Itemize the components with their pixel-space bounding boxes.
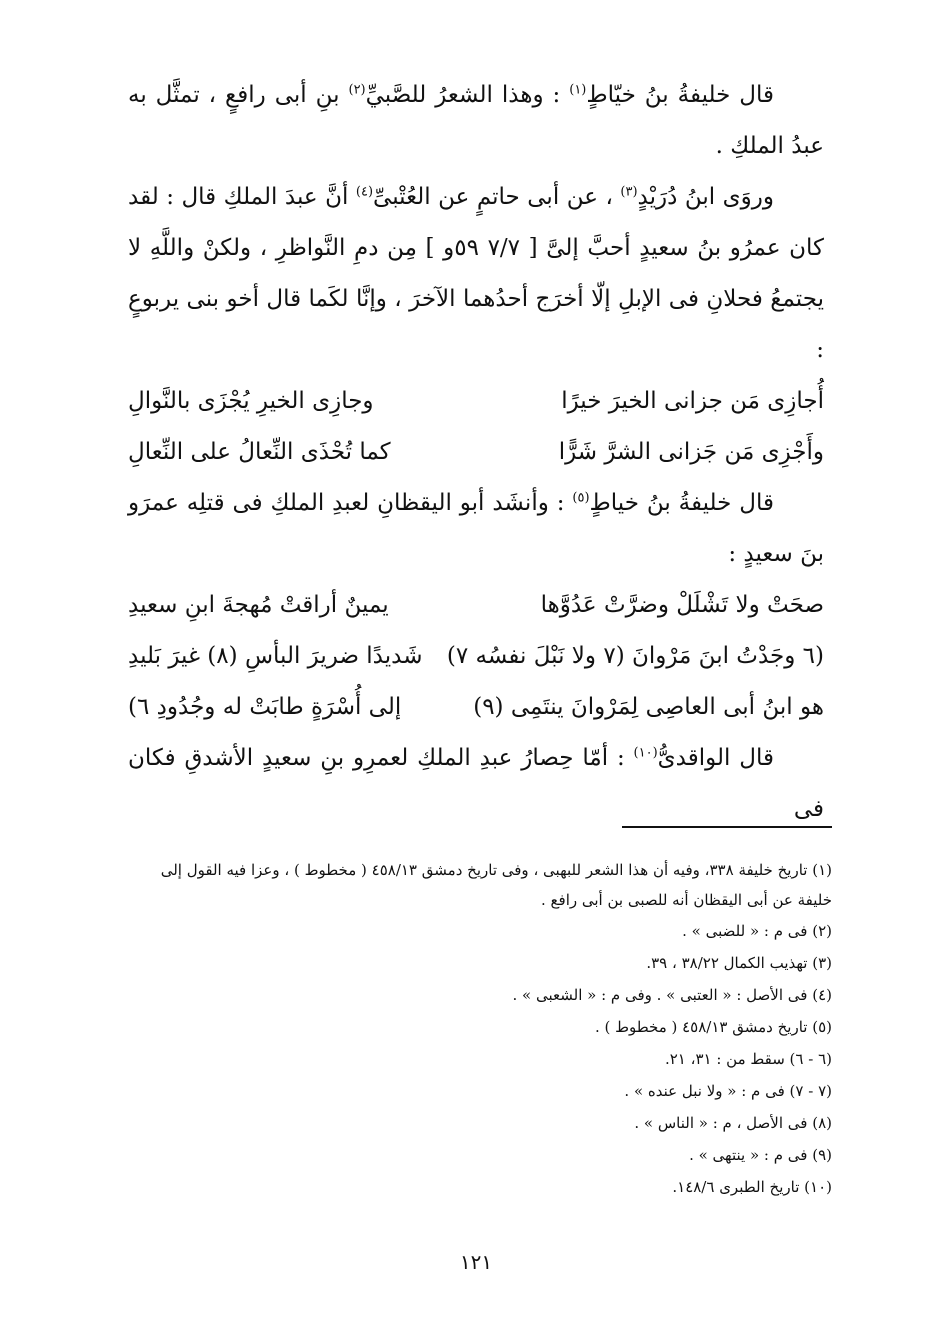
paragraph-1: [128, 70, 824, 172]
poem-1-verse-2-first: وأَجْزِى مَن جَزانى الشرَّ شَرًّا: [558, 439, 824, 465]
footnote-8: (٨) فى الأصل ، م : « الناس » .: [634, 1114, 832, 1132]
footnote-3: (٣) تهذيب الكمال ٣٨/٢٢ ، ٣٩.: [646, 954, 832, 972]
footnote-ref-1[interactable]: (١): [569, 82, 587, 98]
paragraph-2-text-a: وروَى ابنُ دُرَيْدٍ: [637, 184, 774, 210]
page-number: ١٢١: [459, 1250, 493, 1274]
paragraph-3-text-b: : وأنشَد أبو اليقظانِ لعبدِ الملكِ فى قتلِه عمرَو بنَ سعيدٍ :: [128, 490, 824, 567]
footnotes: [128, 855, 832, 1203]
footnote-4: (٤) فى الأصل : « العتبى » . وفى م : « الشعبى » .: [512, 986, 832, 1004]
poem-2-verse-1-first: صحَتْ ولا تَشْلَلْ وضرَّتْ عَدُوَّها: [540, 592, 824, 618]
footnote-ref-4[interactable]: (٤): [355, 184, 374, 200]
poem-1: [128, 376, 824, 478]
paragraph-1-text-a: قال خليفةُ بنُ خيّاطٍ: [586, 82, 775, 108]
footnote-2: (٢) فى م : « للضبى » .: [682, 922, 832, 940]
footnote-7: (٧ - ٧) فى م : « ولا نبل عنده » .: [624, 1082, 832, 1100]
footnote-9: (٩) فى م : « ينتهى » .: [689, 1146, 832, 1164]
poem-1-verse-2-second: كما تُحْذَى النِّعالُ على النِّعالِ: [128, 439, 391, 465]
footnote-separator: [622, 826, 832, 828]
poem-1-verse: [128, 376, 824, 427]
footnote-5: (٥) تاريخ دمشق ٤٥٨/١٣ ( مخطوط ) .: [594, 1018, 832, 1036]
poem-2-verse-2-second: شَديدًا ضريرَ البأسِ (٨) غيرَ بَليدِ: [128, 643, 423, 669]
poem-2-verse: [128, 682, 824, 733]
paragraph-2: [128, 172, 824, 376]
paragraph-3: [128, 478, 824, 580]
footnote-6: (٦ - ٦) سقط من : ٣١، ٢١.: [664, 1050, 832, 1068]
footnote-10: (١٠) تاريخ الطبرى ١٤٨/٦.: [672, 1178, 832, 1196]
poem-1-verse-1-second: وجازِى الخيرِ يُجْزَى بالنَّوالِ: [128, 388, 374, 414]
footnote-ref-5[interactable]: (٥): [572, 490, 590, 506]
main-text: [128, 70, 824, 835]
paragraph-1-text-b: : وهذا الشعرُ للصَّبيِّ: [365, 82, 570, 108]
paragraph-3-text-a: قال خليفةُ بنُ خياطٍ: [589, 490, 774, 516]
paragraph-2-text-c: أنَّ عبدَ الملكِ قال : لقد كان عمرُو بنُ سعيدٍ أحبَّ إلىَّ [ ٧/٧ ٥٩و ] مِن دمِ النَّواظرِ ، ولكنْ واللَّهِ لا يجتمعُ فحلانِ فى الإبلِ إلّا أخرَج أحدُهما الآخرَ ، وإنَّا لكَما قال أخو بنى يربوعٍ :: [128, 184, 825, 363]
poem-2-verse-2-first: (٦ وجَدْتُ ابنَ مَرْوانَ (٧ ولا نَبْلَ نفسُه ٧): [446, 643, 824, 669]
paragraph-4-text-b: : أمّا حِصارُ عبدِ الملكِ لعمرِو بنِ سعيدٍ الأشدقِ فكان فى: [128, 745, 824, 822]
poem-2: [128, 580, 824, 733]
paragraph-4: [128, 733, 824, 835]
paragraph-2-text-b: ، عن أبى حاتمٍ عن العُتْبىِّ: [373, 184, 621, 210]
poem-1-verse: [128, 427, 824, 478]
paragraph-1-text-c: بنِ أبى رافعٍ ، تمثَّل به عبدُ الملكِ .: [128, 82, 824, 159]
footnote-1: (١) تاريخ خليفة ٣٣٨، وفيه أن هذا الشعر للبهبى ، وفى تاريخ دمشق ٤٥٨/١٣ ( مخطوط ) ، وعزا فيه القول إلى خليفة عن أبى اليقظان أنه للصبى بن أبى رافع .: [160, 861, 832, 909]
poem-1-verse-1-first: أُجازِى مَن جزانى الخيرَ خيرًا: [561, 388, 824, 414]
poem-2-verse-3-first: هو ابنُ أبى العاصِى لِمَرْوانَ ينتَمِى (٩): [473, 694, 824, 720]
poem-2-verse-3-second: إلى أُسْرَةٍ طابَتْ له وجُدُودِ ٦): [128, 694, 402, 720]
poem-2-verse-1-second: يمينٌ أراقتْ مُهجةَ ابنِ سعيدِ: [128, 592, 389, 618]
paragraph-4-text-a: قال الواقدىُّ: [657, 745, 774, 771]
footnote-ref-2[interactable]: (٢): [348, 82, 366, 98]
poem-2-verse: [128, 631, 824, 682]
poem-2-verse: [128, 580, 824, 631]
footnote-ref-10[interactable]: (١٠): [633, 745, 658, 761]
footnote-ref-3[interactable]: (٣): [620, 184, 638, 200]
